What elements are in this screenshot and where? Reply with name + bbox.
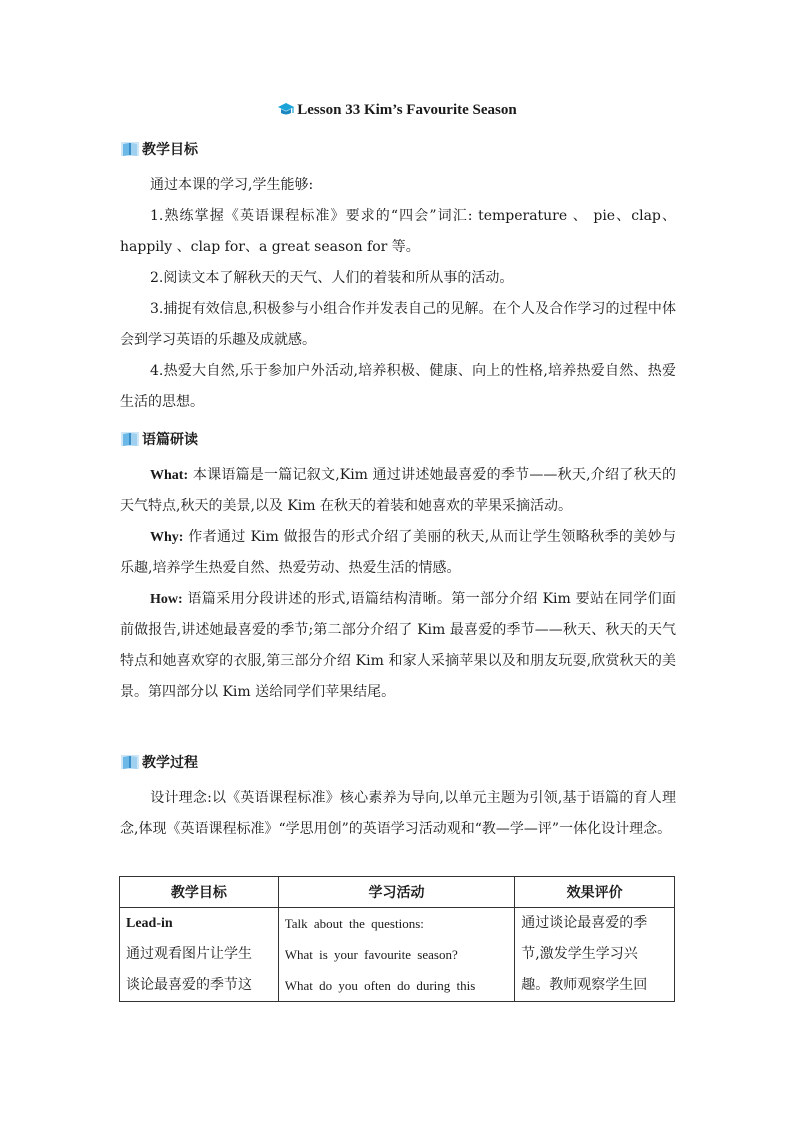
- book-icon: [120, 140, 140, 158]
- how-paragraph: [120, 584, 676, 708]
- how-label: How:: [150, 592, 183, 607]
- column-header: 效果评价: [515, 877, 675, 908]
- column-header: 教学目标: [120, 877, 279, 908]
- goal-line: 谈论最喜爱的季节这: [126, 977, 252, 993]
- activity-cell: [278, 908, 515, 1002]
- evaluation-line: 通过谈论最喜爱的季: [521, 915, 648, 931]
- what-text: 本课语篇是一篇记叙文,Kim 通过讲述她最喜爱的季节——秋天,介绍了秋天的天气特点,秋天的美景,以及 Kim 在秋天的着装和她喜欢的苹果采摘活动。: [120, 467, 677, 514]
- column-header: 学习活动: [278, 877, 515, 908]
- what-paragraph: [120, 460, 676, 522]
- section-heading-text: 教学过程: [142, 755, 198, 771]
- goal-item: 4.热爱大自然,乐于参加户外活动,培养积极、健康、向上的性格,培养热爱自然、热爱生活的思想。: [120, 363, 676, 410]
- activity-line: Talk about the questions:: [284, 916, 424, 931]
- goals-block: [120, 170, 676, 418]
- section-heading-process: [120, 751, 198, 773]
- table-row: [120, 908, 675, 1002]
- lesson-title-text: Lesson 33 Kim’s Favourite Season: [297, 102, 517, 118]
- book-icon: [120, 430, 140, 448]
- section-heading-goals: [120, 138, 198, 160]
- why-paragraph: [120, 522, 676, 584]
- goal-item: 3.捕捉有效信息,积极参与小组合作并发表自己的见解。在个人及合作学习的过程中体会到学习英语的乐趣及成就感。: [120, 301, 676, 348]
- section-heading-reading: [120, 428, 198, 450]
- reading-block: [120, 460, 676, 708]
- evaluation-cell: [515, 908, 675, 1002]
- goal-cell: [120, 908, 279, 1002]
- why-label: Why:: [150, 530, 184, 545]
- goal-title: Lead-in: [126, 916, 173, 931]
- table-header-row: [120, 877, 675, 908]
- goal-item: 2.阅读文本了解秋天的天气、人们的着装和所从事的活动。: [150, 270, 514, 286]
- section-heading-text: 语篇研读: [142, 432, 198, 448]
- book-icon: [120, 753, 140, 771]
- lesson-title: [0, 102, 794, 121]
- teaching-plan-table: [119, 876, 675, 1002]
- goal-item: 1.熟练掌握《英语课程标准》要求的“四会”词汇: temperature 、 pie、clap、happily 、clap for、a great season for 等。: [120, 208, 676, 255]
- why-text: 作者通过 Kim 做报告的形式介绍了美丽的秋天,从而让学生领略秋季的美妙与乐趣,培养学生热爱自然、热爱劳动、热爱生活的情感。: [120, 529, 677, 576]
- process-block: [120, 783, 676, 845]
- section-heading-text: 教学目标: [142, 142, 198, 158]
- activity-line: What do you often do during this: [284, 978, 476, 993]
- goal-line: 通过观看图片让学生: [126, 946, 252, 962]
- how-text: 语篇采用分段讲述的形式,语篇结构清晰。第一部分介绍 Kim 要站在同学们面前做报告,讲述她最喜爱的季节;第二部分介绍了 Kim 最喜爱的季节——秋天、秋天的天气特点和她喜欢穿的衣服,第三部分介绍 Kim 和家人采摘苹果以及和朋友玩耍,欣赏秋天的美景。第四部分以 Kim 送给同学们苹果结尾。: [120, 591, 676, 700]
- goals-intro: 通过本课的学习,学生能够:: [150, 177, 314, 193]
- evaluation-line: 节,激发学生学习兴: [521, 946, 638, 962]
- activity-line: What is your favourite season?: [284, 947, 458, 962]
- graduation-cap-icon: [277, 102, 295, 121]
- process-intro: 设计理念:以《英语课程标准》核心素养为导向,以单元主题为引领,基于语篇的育人理念,体现《英语课程标准》“学思用创”的英语学习活动观和“教—学—评”一体化设计理念。: [120, 790, 676, 837]
- what-label: What:: [150, 468, 189, 483]
- evaluation-line: 趣。教师观察学生回: [521, 977, 648, 993]
